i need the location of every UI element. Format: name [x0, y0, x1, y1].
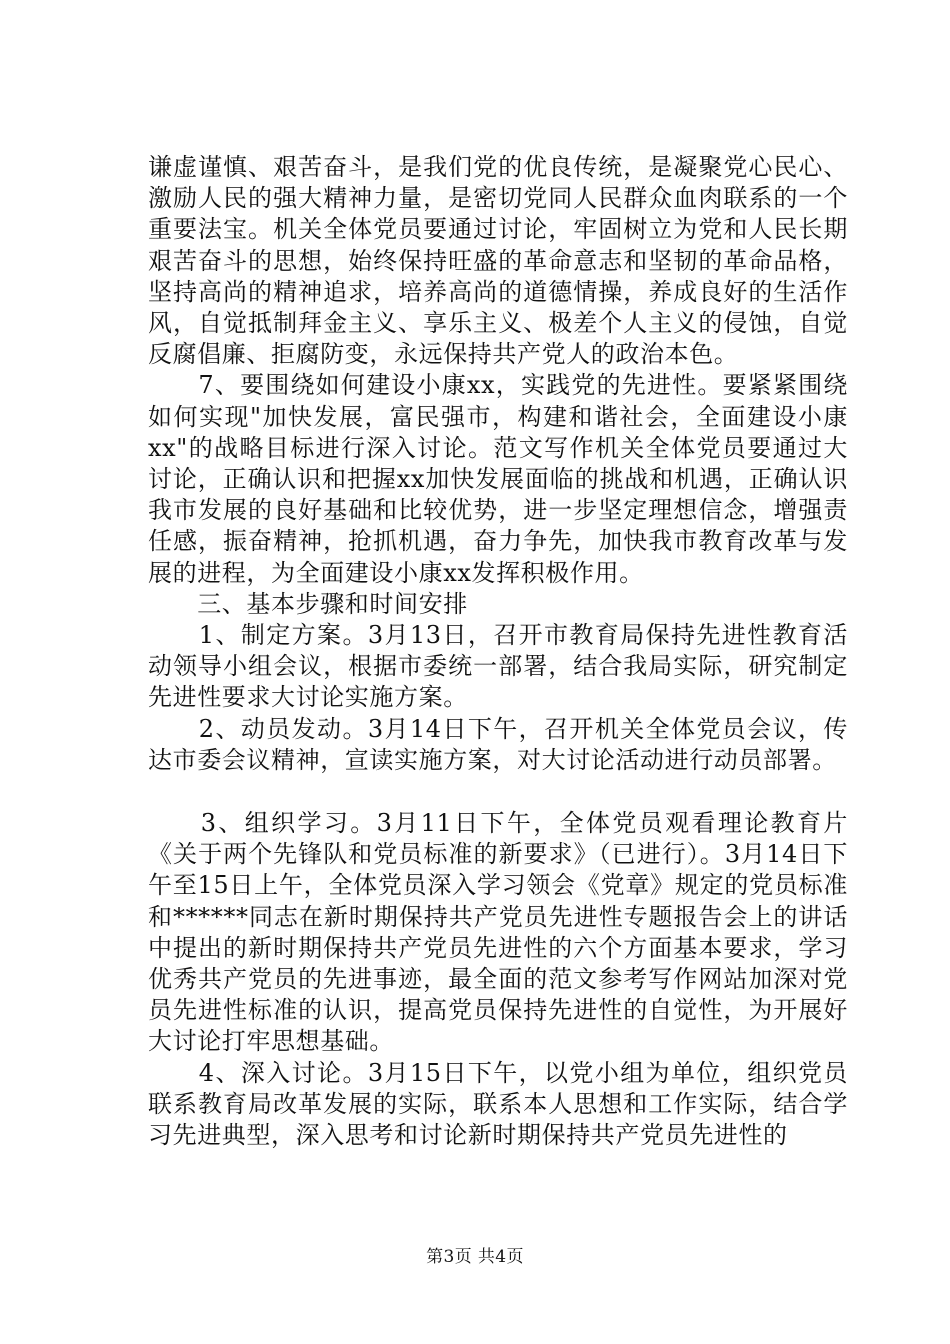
- document-body: [148, 152, 848, 1151]
- paragraph-step-1: 1、制定方案。3月13日，召开市教育局保持先进性教育活动领导小组会议，根据市委统一部署，结合我局实际，研究制定先进性要求大讨论实施方案。: [148, 621, 848, 712]
- paragraph-step-2: 2、动员发动。3月14日下午，召开机关全体党员会议，传达市委会议精神，宣读实施方案，对大讨论活动进行动员部署。: [148, 714, 848, 774]
- paragraph-step-3: 3、组织学习。3月11日下午，全体党员观看理论教育片《关于两个先锋队和党员标准的新要求》（已进行）。3月14日下午至15日上午，全体党员深入学习领会《党章》规定的党员标准和******同志在新时期保持共产党员先进性专题报告会上的讲话中提出的新时期保持共产党员先进性的六个方面基本要求，学习优秀共产党员的先进事迹，最全面的范文参考写作网站加深对党员先进性标准的认识，提高党员保持先进性的自觉性，为开展好大讨论打牢思想基础。: [148, 809, 848, 1056]
- paragraph-1: 谦虚谨慎、艰苦奋斗，是我们党的优良传统，是凝聚党心民心、激励人民的强大精神力量，是密切党同人民群众血肉联系的一个重要法宝。机关全体党员要通过讨论，牢固树立为党和人民长期艰苦奋斗的思想，始终保持旺盛的革命意志和坚韧的革命品格，坚持高尚的精神追求，培养高尚的道德情操，养成良好的生活作风，自觉抵制拜金主义、享乐主义、极差个人主义的侵蚀，自觉反腐倡廉、拒腐防变，永远保持共产党人的政治本色。: [148, 153, 848, 369]
- page-footer: 第3页 共4页: [426, 1247, 524, 1267]
- section-heading: 三、基本步骤和时间安排: [148, 589, 468, 618]
- paragraph-step-4: 4、深入讨论。3月15日下午，以党小组为单位，组织党员联系教育局改革发展的实际，联系本人思想和工作实际，结合学习先进典型，深入思考和讨论新时期保持共产党员先进性的: [148, 1058, 848, 1150]
- paragraph-2: 7、要围绕如何建设小康xx，实践党的先进性。要紧紧围绕如何实现"加快发展，富民强市，构建和谐社会，全面建设小康xx"的战略目标进行深入讨论。范文写作机关全体党员要通过大讨论，正确认识和把握xx加快发展面临的挑战和机遇，正确认识我市发展的良好基础和比较优势，进一步坚定理想信念，增强责任感，振奋精神，抢抓机遇，奋力争先，加快我市教育改革与发展的进程，为全面建设小康xx发挥积极作用。: [148, 371, 848, 587]
